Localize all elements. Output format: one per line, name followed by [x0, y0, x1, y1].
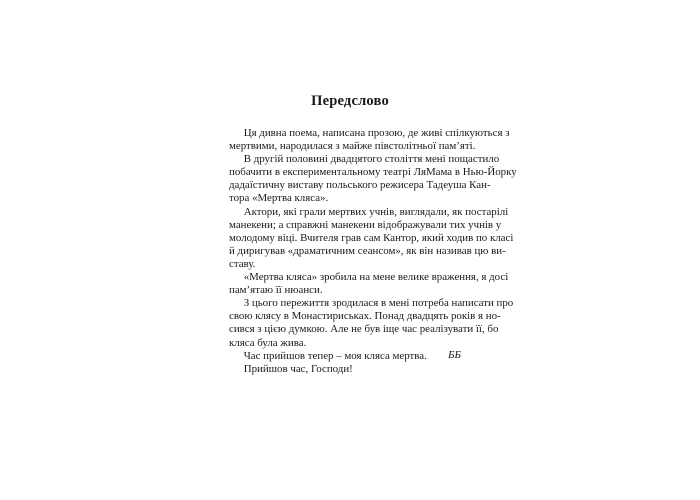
text-line: пам’ятаю її нюанси.	[229, 284, 323, 297]
text-line: Ця дивна поема, написана прозою, де живі спілкуються з	[243, 127, 510, 139]
body-text	[229, 127, 517, 376]
text-line: ставу.	[229, 257, 256, 270]
text-line: Актори, які грали мертвих учнів, виглядали, як постарілі	[243, 205, 509, 218]
text-line: мертвими, народилася з майже півстолітньої пам’яті.	[229, 140, 476, 153]
text-line: Прийшов час, Господи!	[243, 362, 353, 375]
text-line: й диригував «драматичним сеансом», як він називав цю ви-	[229, 244, 506, 257]
text-line: свою клясу в Монастириськах. Понад двадцять років я но-	[229, 310, 501, 323]
text-line: дадаїстичну виставу польського режисера Тадеуша Кан-	[229, 179, 491, 192]
text-line: побачити в експериментальному театрі ЛяМама в Нью-Йорку	[229, 166, 517, 179]
text-line: тора «Мертва кляса».	[229, 192, 329, 205]
author-signature: ББ	[448, 349, 461, 361]
text-line: «Мертва кляса» зробила на мене велике враження, я досі	[243, 271, 509, 284]
text-line: В другій половині двадцятого століття мені пощастило	[243, 153, 500, 166]
text-line: З цього пережиття зродилася в мені потреба написати про	[243, 297, 514, 310]
text-line: манекени; а справжні манекени відображували тих учнів у	[229, 218, 502, 231]
text-line: молодому віці. Вчителя грав сам Кантор, який ходив по класі	[229, 231, 514, 244]
text-line: кляса була жива.	[229, 336, 307, 349]
page-title: Передслово	[311, 93, 389, 109]
text-line: сився з цією думкою. Але не був іще час реалізувати її, бо	[229, 323, 499, 336]
text-line: Час прийшов тепер – моя кляса мертва.	[243, 349, 427, 362]
